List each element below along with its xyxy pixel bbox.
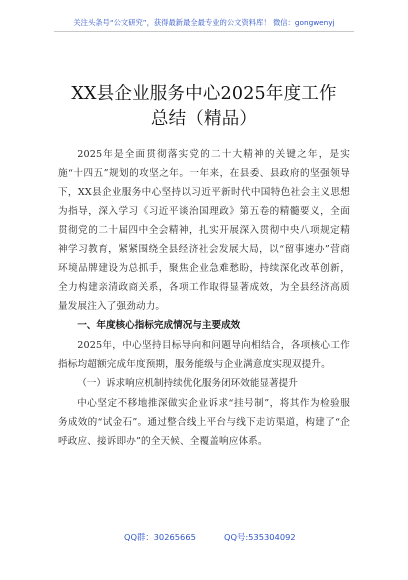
promo-banner[interactable]: 关注头条号“公文研究”，获得最新最全最专业的公文资料库！ 微信：gongwenyj [73,18,335,27]
subsection-heading-1: （一）诉求响应机制持续优化服务闭环效能显著提升 [77,378,298,389]
section-heading-1: 一、年度核心指标完成情况与主要成效 [77,320,241,331]
document-body [58,145,350,451]
footer-qq-number[interactable]: QQ号:535304092 [224,532,296,542]
footer-qq-group[interactable]: QQ群：30265665 [124,532,196,542]
header-divider [54,31,354,32]
document-title [40,82,368,132]
title-line-1: XX县企业服务中心2025年度工作 [71,84,337,104]
footer-contact [54,530,354,544]
subsection-1-paragraph: 中心坚定不移地推深做实企业诉求“挂号制”，将其作为检验服务成效的“试金石”。通过整合线上平台与线下走访渠道，构建了“企呼政应、接诉即办”的全天候、全覆盖响应体系。 [58,398,350,447]
intro-paragraph: 2025年是全面贯彻落实党的二十大精神的关键之年，是实施“十四五”规划的攻坚之年。一年来，在县委、县政府的坚强领导下，XX县企业服务中心坚持以习近平新时代中国特色社会主义思想为指导，深入学习《习近平谈治国理政》第五卷的精髓要义，全面贯彻党的二十届四中全会精神，扎实开展深入贯彻中央八项规定精神学习教育，紧紧围绕全县经济社会发展大局，以“留事速办”营商环境品牌建设为总抓手，聚焦企业急难愁盼，持续深化改革创新，全力构建亲清政商关系，各项工作取得显著成效，为全县经济高质量发展注入了强劲动力。 [58,149,350,312]
section-1-paragraph: 2025年，中心坚持目标导向和问题导向相结合，各项核心工作指标均超额完成年度预期，服务能级与企业满意度实现双提升。 [58,340,350,370]
title-line-2: 总结（精品） [150,109,258,129]
